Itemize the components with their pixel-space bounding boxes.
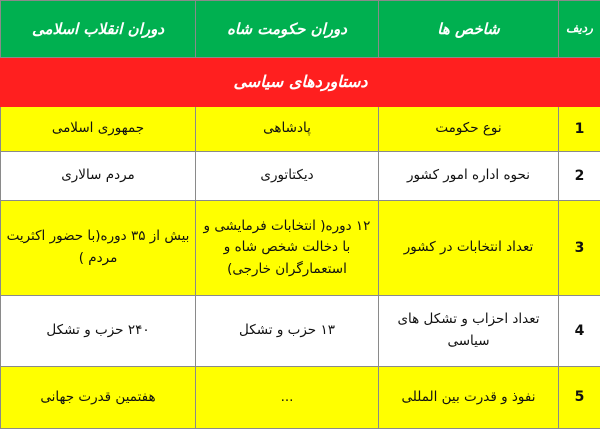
indicator-cell: تعداد احزاب و تشکل های سیاسی [379,296,559,367]
indicator-cell: نحوه اداره امور کشور [379,152,559,201]
indicator-cell: تعداد انتخابات در کشور [379,201,559,296]
section-banner-row [1,58,600,107]
header-row [1,1,600,58]
revolution-era-cell: جمهوری اسلامی [1,107,196,152]
shah-era-cell: ۱۲ دوره( انتخابات فرمایشی و با دخالت شخص شاه و استعمارگران خارجی) [196,201,379,296]
table-row [1,296,600,367]
header-revolution-era: دوران انقلاب اسلامی [1,1,196,58]
header-row-number: ردیف [559,1,600,58]
indicator-cell: نوع حکومت [379,107,559,152]
header-indicator: شاخص ها [379,1,559,58]
revolution-era-cell: ۲۴۰ حزب و تشکل [1,296,196,367]
row-number: 2 [559,152,600,201]
shah-era-cell: دیکتاتوری [196,152,379,201]
header-shah-era: دوران حکومت شاه [196,1,379,58]
section-banner: دستاوردهای سیاسی [1,58,600,107]
table-row [1,152,600,201]
row-number: 4 [559,296,600,367]
revolution-era-cell: بیش از ۳۵ دوره(با حضور اکثریت مردم ) [1,201,196,296]
revolution-era-cell: مردم سالاری [1,152,196,201]
row-number: 1 [559,107,600,152]
table-row [1,201,600,296]
shah-era-cell: ۱۳ حزب و تشکل [196,296,379,367]
indicator-cell: نفوذ و قدرت بین المللی [379,367,559,429]
shah-era-cell: پادشاهی [196,107,379,152]
table-row [1,367,600,429]
row-number: 5 [559,367,600,429]
row-number: 3 [559,201,600,296]
shah-era-cell: ... [196,367,379,429]
table-row [1,107,600,152]
revolution-era-cell: هفتمین قدرت جهانی [1,367,196,429]
